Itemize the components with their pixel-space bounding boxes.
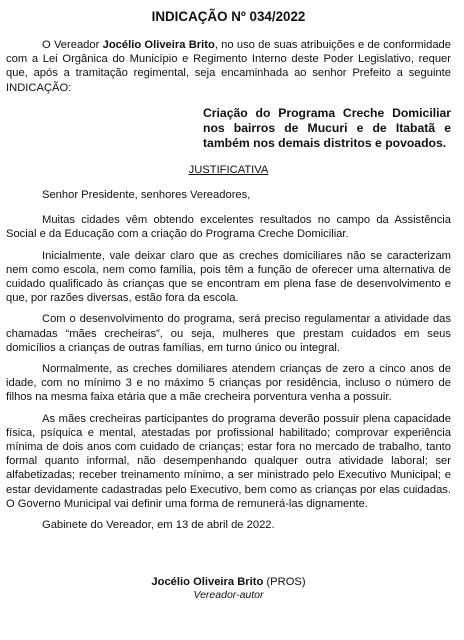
body-paragraph: Com o desenvolvimento do programa, será preciso regulamentar a atividade das chamadas “mães crecheiras”, ou seja, mulheres que prestam cuidados em seus domicílios a crianças de outras famílias, em turno único ou integral. — [6, 313, 451, 354]
body-paragraph: As mães crecheiras participantes do programa deverão possuir plena capacidade física, psíquica e mental, atestadas por profissional habilitado; comprovar experiência mínima de dois anos com cuidado de crianças; estar fora no mercado de trabalho, tanto formal quanto informal, não desempenhando qualquer outra atividade laboral; ser alfabetizadas; receber treinamento mínimo, a ser ministrado pelo Executivo Municipal; e estar devidamente cadastradas pelo Executivo, bem como as crianças por elas cuidadas. O Governo Municipal vai definir uma forma de remunerá-las dignamente. — [6, 412, 451, 510]
indication-subject: Criação do Programa Creche Domiciliar nos bairros de Mucuri e de Itabatã e também nos demais distritos e povoados. — [203, 105, 451, 150]
greeting: Senhor Presidente, senhores Vereadores, — [42, 189, 251, 202]
intro-author-name: Jocélio Oliveira Brito — [102, 39, 215, 51]
closing-line: Gabinete do Vereador, em 13 de abril de 2022. — [42, 519, 275, 532]
signature-role: Vereador-autor — [193, 589, 264, 602]
intro-prefix: O Vereador — [42, 39, 103, 51]
signature-line — [6, 575, 451, 589]
signature-party: (PROS) — [263, 576, 306, 589]
body-paragraph: Muitas cidades vêm obtendo excelentes resultados no campo da Assistência Social e da Educação com a criação do Programa Creche Domiciliar. — [6, 214, 451, 241]
intro-paragraph — [6, 38, 451, 95]
signature-name: Jocélio Oliveira Brito — [151, 576, 264, 589]
body-paragraph: Normalmente, as creches domiliares atendem crianças de zero a cinco anos de idade, com no mínimo 3 e no máximo 5 crianças por residência, incluso o número de filhos na mesma faixa etária que a mãe crecheira porventura venha a possuir. — [6, 363, 451, 404]
justification-heading: JUSTIFICATIVA — [188, 163, 269, 176]
body-paragraph: Inicialmente, vale deixar claro que as creches domiciliares não se caracterizam nem como escola, nem como família, pois têm a função de oferecer uma alternativa de cuidado qualificado às crianças que se encontram em plena fase de desenvolvimento e que, por razões diversas, estão fora da escola. — [6, 249, 451, 305]
document-title: INDICAÇÃO Nº 034/2022 — [151, 9, 306, 24]
intro-text: , no uso de suas atribuições e de conformidade com a Lei Orgânica do Município e Regimento Interno deste Poder Legislativo, requer que, após a tramitação regimental, seja encaminhada ao senhor Prefeito a seguinte INDICAÇÃO: — [6, 39, 452, 94]
